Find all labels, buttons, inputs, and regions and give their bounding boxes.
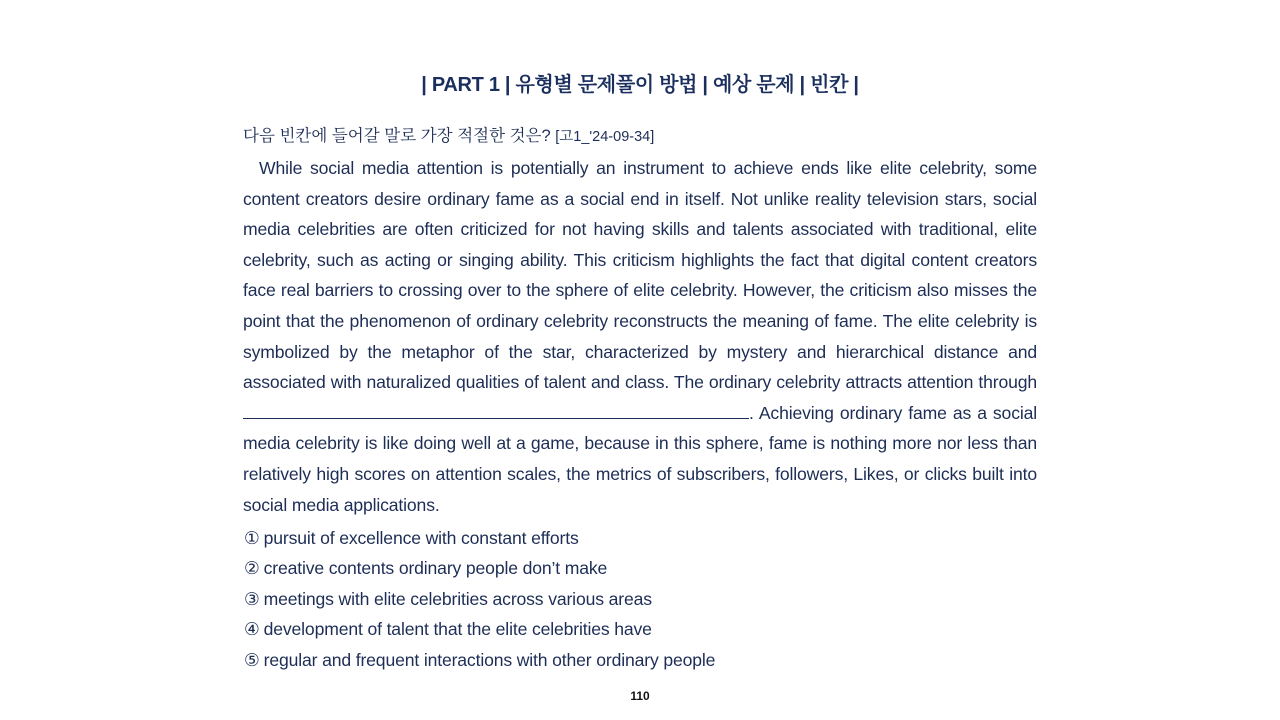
option-text: pursuit of excellence with constant efforts <box>263 528 579 548</box>
option-text: development of talent that the elite celebrities have <box>263 619 652 640</box>
option-2[interactable] <box>244 553 1038 583</box>
answer-blank <box>243 400 749 419</box>
option-3[interactable] <box>244 584 1038 614</box>
question-source: [고1_'24-09-34] <box>555 129 655 145</box>
question-prompt <box>243 122 1043 146</box>
option-number: ① <box>244 528 260 548</box>
section-header: | PART 1 | 유형별 문제풀이 방법 | 예상 문제 | 빈칸 | <box>421 74 859 96</box>
option-number: ④ <box>244 619 260 640</box>
option-number: ⑤ <box>244 649 260 670</box>
answer-options <box>244 523 1038 675</box>
option-1[interactable] <box>244 523 1038 553</box>
passage-after-blank: . Achieving ordinary fame as a social media celebrity is like doing well at a game, because in this sphere, fame is nothing more nor less than relatively high scores on attention scales, the metrics of subscribers, followers, Likes, or clicks built into social media applications. <box>243 402 1037 515</box>
option-text: regular and frequent interactions with other ordinary people <box>263 649 716 670</box>
passage-before-blank: While social media attention is potentially an instrument to achieve ends like elite celebrity, some content creators desire ordinary fame as a social end in itself. Not unlike reality television stars, social media celebrities are often criticized for not having skills and talents associated with traditional, elite celebrity, such as acting or singing ability. This criticism highlights the fact that digital content creators face real barriers to crossing over to the sphere of elite celebrity. However, the criticism also misses the point that the phenomenon of ordinary celebrity reconstructs the meaning of fame. The elite celebrity is symbolized by the metaphor of the star, characterized by mystery and hierarchical distance and associated with naturalized qualities of talent and class. The ordinary celebrity attracts attention through <box>243 158 1037 393</box>
question-text: 다음 빈칸에 들어갈 말로 가장 적절한 것은? <box>243 127 551 145</box>
option-number: ③ <box>244 588 260 609</box>
option-text: creative contents ordinary people don’t make <box>263 558 608 579</box>
option-5[interactable] <box>244 645 1038 675</box>
option-4[interactable] <box>244 614 1038 644</box>
option-number: ② <box>244 558 260 579</box>
reading-passage <box>243 153 1037 520</box>
option-text: meetings with elite celebrities across various areas <box>263 588 652 609</box>
page-number: 110 <box>630 689 650 703</box>
